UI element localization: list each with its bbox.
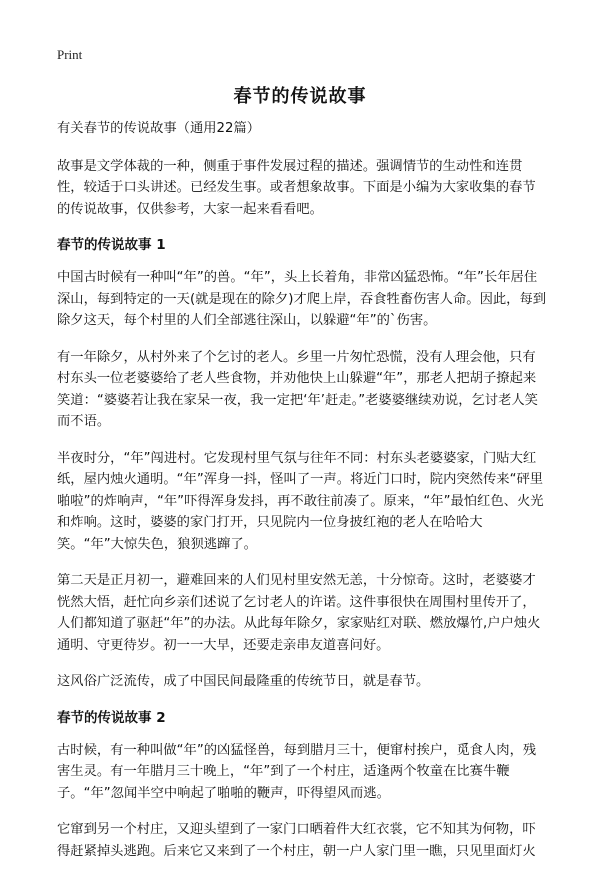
paragraph: 这风俗广泛流传，成了中国民间最隆重的传统节日，就是春节。 [57, 674, 430, 689]
paragraph: 古时候，有一种叫做“年”的凶猛怪兽，每到腊月三十，便窜村挨户，觅食人肉，残害生灵。有一年腊月三十晚上，“年”到了一个村庄，适逢两个牧童在比赛牛鞭子。“年”忽闻半空中响起了啪啪的鞭声，吓得望风而逃。 [57, 742, 537, 801]
paragraph: 有一年除夕，从村外来了个乞讨的老人。乡里一片匆忙恐慌，没有人理会他，只有村东头一位老婆婆给了老人些食物，并劝他快上山躲避“年”，那老人把胡子撩起来笑道：“婆婆若让我在家呆一夜，我一定把‘年’赶走。”老婆婆继续劝说，乞讨老人笑而不语。 [57, 349, 538, 429]
page-title: 春节的传说故事 [233, 86, 367, 107]
article-body [57, 118, 548, 877]
paragraph: 它窜到另一个村庄，又迎头望到了一家门口晒着件大红衣裳，它不知其为何物，吓得赶紧掉头逃跑。后来它又来到了一个村庄，朝一户人家门里一瞧，只见里面灯火 [57, 822, 536, 859]
print-link[interactable]: Print [57, 47, 83, 62]
article-subtitle: 有关春节的传说故事（通用22篇） [57, 121, 261, 136]
paragraph: 中国古时候有一种叫“年”的兽。“年”，头上长着角，非常凶猛恐怖。“年”长年居住深山，每到特定的一天(就是现在的除夕)才爬上岸，吞食牲畜伤害人命。因此，每到除夕这天，每个村里的人们全部逃往深山，以躲避“年”的`伤害。 [57, 270, 547, 328]
section-heading: 春节的传说故事 1 [57, 237, 166, 253]
paragraph: 半夜时分，“年”闯进村。它发现村里气氛与往年不同：村东头老婆婆家，门贴大红纸，屋内烛火通明。“年”浑身一抖，怪叫了一声。将近门口时，院内突然传来“砰里啪啦”的炸响声，“年”吓得浑身发抖，再不敢往前凑了。原来，“年”最怕红色、火光和炸响。这时，婆婆的家门打开，只见院内一位身披红袍的老人在哈哈大笑。“年”大惊失色，狼狈逃蹿了。 [57, 450, 544, 552]
paragraph: 第二天是正月初一，避难回来的人们见村里安然无恙，十分惊奇。这时，老婆婆才恍然大悟，赶忙向乡亲们述说了乞讨老人的许诺。这件事很快在周围村里传开了，人们都知道了驱赶“年”的办法。从此每年除夕，家家贴红对联、燃放爆竹,户户烛火通明、守更待岁。初一一大早，还要走亲串友道喜问好。 [57, 573, 541, 653]
section-heading: 春节的传说故事 2 [57, 709, 166, 726]
intro-paragraph: 故事是文学体裁的一种，侧重于事件发展过程的描述。强调情节的生动性和连贯性，较适于口头讲述。已经发生事。或者想象故事。下面是小编为大家收集的春节的传说故事，仅供参考，大家一起来看看吧。 [57, 158, 536, 217]
